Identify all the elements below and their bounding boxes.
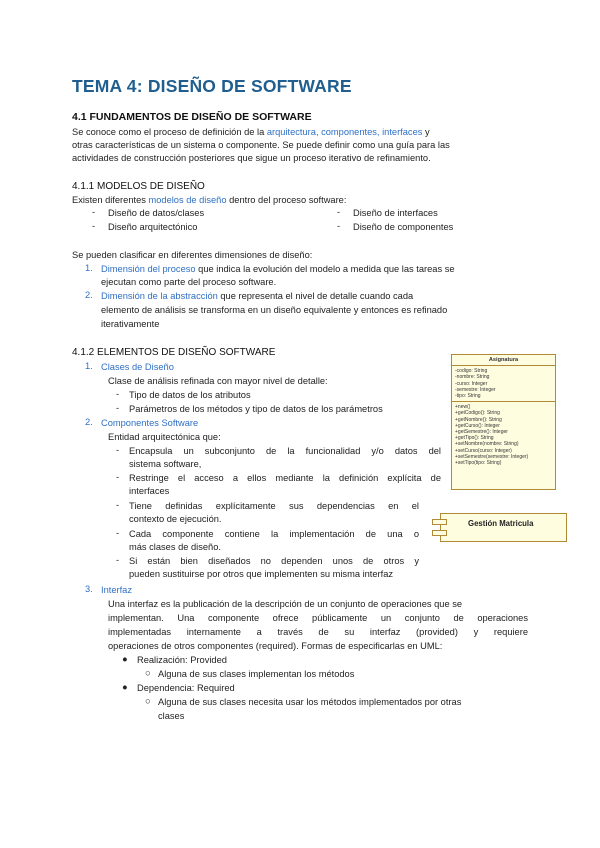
list-item: Cada componente contiene la implementación de una o bbox=[129, 529, 419, 539]
uml-attribute: -nombre: String bbox=[455, 374, 490, 381]
section-heading-4-1: 4.1 FUNDAMENTOS DE DISEÑO DE SOFTWARE bbox=[72, 111, 312, 123]
component-name: Gestión Matricula bbox=[468, 519, 534, 528]
list-item: Diseño de componentes bbox=[353, 222, 454, 232]
list-item: Diseño de datos/clases bbox=[108, 208, 205, 218]
uml-component-diagram bbox=[432, 513, 567, 542]
list-item: Restringe el acceso a ellos mediante la definición explícita de bbox=[129, 473, 441, 483]
uml-operation: +getCodigo(): String bbox=[455, 410, 500, 417]
bullet-dash: - bbox=[116, 472, 120, 482]
paragraph-line: elemento de análisis se transforma en un diseño equivalente y entonces es refinado bbox=[101, 305, 448, 315]
list-item: Tipo de datos de los atributos bbox=[129, 390, 251, 400]
link-clases-diseno[interactable]: Clases de Diseño bbox=[101, 362, 174, 372]
text: que representa el nivel de detalle cuando cada bbox=[217, 291, 414, 301]
paragraph-line: otras características de un sistema o componente. Se puede definir como una guía para las bbox=[72, 140, 450, 150]
paragraph-line: Se pueden clasificar en diferentes dimensiones de diseño: bbox=[72, 250, 313, 260]
bullet-dash: - bbox=[116, 555, 120, 565]
link-componentes-software[interactable]: Componentes Software bbox=[101, 418, 199, 428]
bullet-dash: - bbox=[116, 445, 120, 455]
list-item bbox=[101, 290, 413, 303]
uml-operation: +getNombre(): String bbox=[455, 416, 502, 423]
list-item: Dependencia: Required bbox=[137, 683, 235, 693]
component-port-icon bbox=[432, 530, 447, 536]
list-item: Parámetros de los métodos y tipo de datos de los parámetros bbox=[129, 404, 383, 414]
paragraph-line: actividades de construcción posteriores que sigue un proceso iterativo de refinamiento. bbox=[72, 153, 431, 163]
uml-operation: +new() bbox=[455, 404, 471, 411]
uml-operation: +setTipo(tipo: String) bbox=[455, 460, 502, 467]
link-dimension-proceso[interactable]: Dimensión del proceso bbox=[101, 264, 196, 274]
uml-operation: +getSemestre(): Integer bbox=[455, 429, 508, 436]
uml-operation: +setNombre(nombre: String) bbox=[455, 441, 519, 448]
uml-attributes bbox=[452, 366, 555, 402]
list-item: Alguna de sus clases implementan los métodos bbox=[158, 669, 355, 679]
bullet-dash: - bbox=[116, 389, 120, 399]
list-number: 3. bbox=[85, 584, 93, 594]
paragraph-line: pueden sustituirse por otros que implementen su misma interfaz bbox=[129, 569, 394, 579]
list-item: Realización: Provided bbox=[137, 655, 227, 665]
list-item: Tiene definidas explícitamente sus dependencias en el bbox=[129, 501, 419, 511]
uml-attribute: -curso: Integer bbox=[455, 380, 488, 387]
paragraph-line: iterativamente bbox=[101, 319, 160, 329]
paragraph-line bbox=[72, 194, 346, 207]
list-item: Alguna de sus clases necesita usar los métodos implementados por otras bbox=[158, 697, 462, 707]
text: Se conoce como el proceso de definición de la bbox=[72, 127, 267, 137]
bullet-circle: ○ bbox=[145, 668, 151, 678]
paragraph-line: sistema software, bbox=[129, 459, 202, 469]
text: y bbox=[422, 127, 430, 137]
text: que indica la evolución del modelo a medida que las tareas se bbox=[195, 264, 455, 274]
uml-operations bbox=[452, 402, 555, 468]
uml-operation: +setSemestre(semestre: Integer) bbox=[455, 453, 529, 460]
list-number: 1. bbox=[85, 263, 93, 273]
paragraph-line: operaciones de otros componentes (required). Formas de especificarlas en UML: bbox=[108, 641, 443, 651]
bullet-dot: ● bbox=[122, 682, 128, 692]
component-port-icon bbox=[432, 519, 447, 525]
list-item: Diseño arquitectónico bbox=[108, 222, 198, 232]
paragraph-line: más clases de diseño. bbox=[129, 542, 221, 552]
bullet-dash: - bbox=[116, 500, 120, 510]
list-item: Diseño de interfaces bbox=[353, 208, 438, 218]
list-number: 1. bbox=[85, 361, 93, 371]
paragraph-line: interfaces bbox=[129, 486, 170, 496]
paragraph-line: Una interfaz es la publicación de la descripción de un conjunto de operaciones que se bbox=[108, 599, 463, 609]
paragraph-line bbox=[72, 126, 430, 139]
bullet-dash: - bbox=[116, 403, 120, 413]
link-modelos-diseno[interactable]: modelos de diseño bbox=[148, 195, 227, 205]
paragraph-line: ejecutan como parte del proceso software. bbox=[101, 277, 277, 287]
page-title: TEMA 4: DISEÑO DE SOFTWARE bbox=[72, 76, 352, 96]
list-item: Encapsula un subconjunto de la funcionalidad y/o datos del bbox=[129, 446, 441, 456]
section-heading-4-1-2: 4.1.2 ELEMENTOS DE DISEÑO SOFTWARE bbox=[72, 347, 276, 358]
bullet-dot: ● bbox=[122, 654, 128, 664]
bullet-dash: - bbox=[337, 207, 341, 217]
paragraph-line: clases bbox=[158, 711, 185, 721]
bullet-dash: - bbox=[337, 221, 341, 231]
list-number: 2. bbox=[85, 417, 93, 427]
paragraph-line: implementan. Una componente ofrece públicamente un conjunto de operaciones bbox=[108, 613, 528, 623]
bullet-circle: ○ bbox=[145, 696, 151, 706]
bullet-dash: - bbox=[92, 221, 96, 231]
list-item bbox=[101, 263, 455, 276]
bullet-dash: - bbox=[92, 207, 96, 217]
uml-attribute: -tipo: String bbox=[455, 393, 481, 400]
link-interfaz[interactable]: Interfaz bbox=[101, 585, 133, 595]
list-item: Si están bien diseñados no dependen unos de otros y bbox=[129, 556, 419, 566]
text: Existen diferentes bbox=[72, 195, 149, 205]
link-dimension-abstraccion[interactable]: Dimensión de la abstracción bbox=[101, 291, 218, 301]
paragraph-line: Clase de análisis refinada con mayor nivel de detalle: bbox=[108, 376, 328, 386]
section-heading-4-1-1: 4.1.1 MODELOS DE DISEÑO bbox=[72, 181, 205, 192]
uml-operation: +getCurso(): Integer bbox=[455, 422, 500, 429]
list-number: 2. bbox=[85, 290, 93, 300]
uml-operation: +setCurso(curso: Integer) bbox=[455, 447, 512, 454]
uml-class-name: Asignatura bbox=[452, 355, 555, 366]
paragraph-line: contexto de ejecución. bbox=[129, 514, 222, 524]
uml-attribute: -semestre: Integer bbox=[455, 386, 496, 393]
link-arquitectura[interactable]: arquitectura, componentes, interfaces bbox=[266, 127, 423, 137]
uml-attribute: -codigo: String bbox=[455, 368, 488, 375]
paragraph-line: Entidad arquitectónica que: bbox=[108, 432, 221, 442]
paragraph-line: implementadas internamente a través de su interfaz (provided) y requiere bbox=[108, 627, 528, 637]
bullet-dash: - bbox=[116, 528, 120, 538]
uml-class-diagram bbox=[451, 354, 556, 490]
text: dentro del proceso software: bbox=[226, 195, 347, 205]
uml-operation: +getTipo(): String bbox=[455, 435, 494, 442]
